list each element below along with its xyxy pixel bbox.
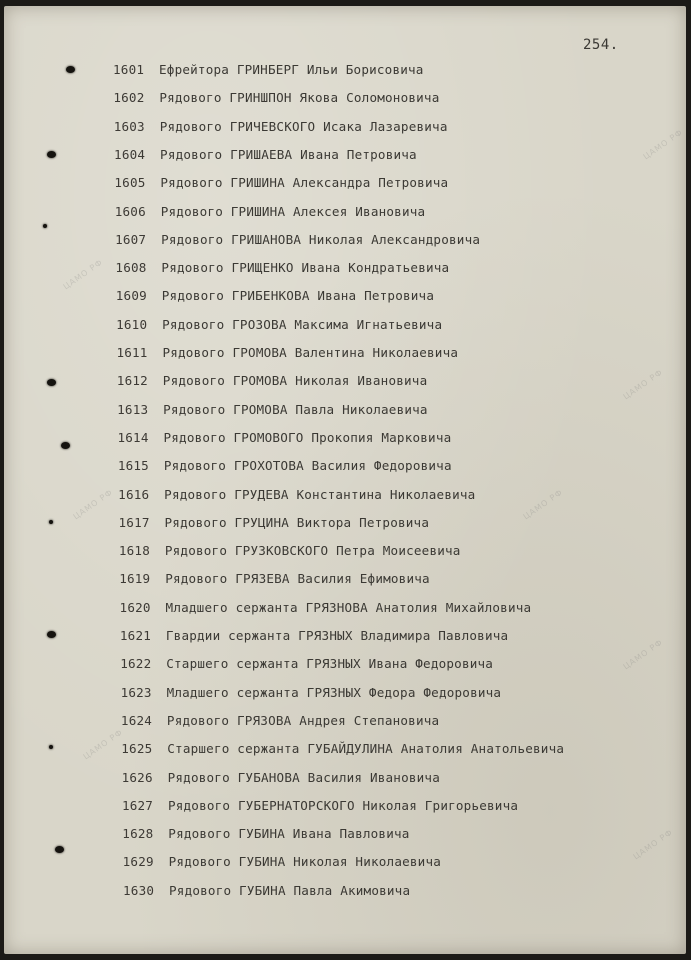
list-item [115, 260, 449, 275]
list-item [118, 458, 452, 473]
entry-number: 1623 [120, 684, 152, 700]
entry-number: 1607 [115, 231, 147, 247]
binding-hole [49, 520, 53, 524]
binding-hole [55, 846, 64, 853]
entry-text: Младшего сержанта ГРЯЗНЫХ Федора Федоровича [166, 684, 502, 700]
list-item [116, 345, 458, 360]
entry-text: Рядового ГРИБЕНКОВА Ивана Петровича [161, 288, 435, 304]
entry-number: 1630 [123, 882, 155, 898]
page-number: 254. [583, 37, 619, 53]
entry-text: Рядового ГРОЗОВА Максима Игнатьевича [162, 316, 443, 332]
entry-text: Рядового ГУБИНА Павла Акимовича [169, 882, 411, 898]
entry-text: Ефрейтора ГРИНБЕРГ Ильи Борисовича [159, 62, 424, 77]
list-item [120, 628, 508, 643]
entry-number: 1625 [121, 741, 153, 757]
entry-text: Рядового ГРИШАНОВА Николая Александровича [161, 231, 481, 247]
entry-number: 1617 [118, 514, 150, 530]
entry-text: Рядового ГУБИНА Ивана Павловича [168, 826, 410, 842]
list-item [113, 62, 424, 77]
list-item [113, 90, 439, 105]
entry-number: 1618 [118, 543, 150, 559]
list-item [117, 373, 428, 388]
list-item [119, 571, 430, 586]
entry-text: Рядового ГРЯЗЕВА Василия Ефимовича [165, 571, 430, 587]
entry-number: 1621 [119, 628, 152, 643]
entry-number: 1606 [114, 203, 146, 219]
list-item [115, 232, 480, 247]
entry-text: Младшего сержанта ГРЯЗНОВА Анатолия Михайловича [165, 599, 532, 615]
list-item [121, 741, 564, 756]
binding-hole [66, 66, 75, 73]
entry-number: 1610 [116, 316, 148, 332]
entry-number: 1611 [116, 345, 148, 360]
entry-number: 1626 [121, 769, 153, 785]
entry-text: Рядового ГРОМОВОГО Прокопия Марковича [163, 429, 452, 445]
entry-number: 1615 [117, 458, 149, 474]
entry-text: Рядового ГУБИНА Николая Николаевича [168, 854, 442, 870]
entry-number: 1624 [120, 712, 153, 728]
entry-text: Рядового ГРОХОТОВА Василия Федоровича [163, 458, 452, 474]
binding-hole [43, 224, 47, 228]
watermark: ЦАМО РФ [631, 827, 675, 862]
entry-text: Рядового ГРЯЗОВА Андрея Степановича [166, 712, 440, 728]
entry-number: 1612 [116, 373, 148, 389]
binding-hole [47, 151, 56, 158]
list-item [115, 204, 426, 219]
entry-number: 1622 [120, 656, 152, 672]
entry-text: Рядового ГРУДЕВА Константина Николаевича [164, 486, 476, 502]
list-item [121, 685, 502, 700]
entry-number: 1608 [115, 260, 147, 276]
watermark: ЦАМО РФ [641, 127, 685, 162]
entry-text: Рядового ГРИШИНА Александра Петровича [160, 175, 449, 191]
entry-number: 1605 [114, 175, 146, 191]
entry-number: 1620 [119, 599, 151, 615]
entry-text: Рядового ГРУЗКОВСКОГО Петра Моисеевича [164, 543, 461, 559]
watermark: ЦАМО РФ [71, 487, 115, 522]
binding-hole [47, 631, 56, 638]
entry-text: Рядового ГРИШИНА Алексея Ивановича [160, 203, 426, 219]
list-item [122, 770, 440, 785]
entry-text: Рядового ГРИЧЕВСКОГО Исака Лазаревича [159, 118, 448, 134]
entry-number: 1601 [113, 62, 145, 77]
entry-text: Рядового ГУБАНОВА Василия Ивановича [167, 769, 440, 785]
entry-number: 1603 [113, 118, 145, 134]
binding-hole [61, 442, 70, 449]
entry-text: Старшего сержанта ГУБАЙДУЛИНА Анатолия Анатольевича [167, 741, 565, 757]
list-item [122, 798, 518, 813]
watermark: ЦАМО РФ [621, 637, 665, 672]
list-item [118, 487, 475, 502]
entry-number: 1628 [122, 826, 154, 842]
list-item [116, 288, 434, 303]
entry-text: Рядового ГРИШАЕВА Ивана Петровича [160, 146, 417, 162]
list-item [117, 430, 451, 445]
list-item [121, 713, 439, 728]
entry-number: 1604 [114, 146, 146, 162]
entry-number: 1609 [115, 288, 147, 304]
entry-number: 1613 [117, 401, 149, 417]
list-item [119, 543, 461, 558]
entry-number: 1629 [122, 854, 154, 870]
list-item [123, 854, 441, 869]
list-item [119, 515, 430, 530]
list-item [120, 600, 532, 615]
entry-text: Рядового ГРИЩЕНКО Ивана Кондратьевича [161, 260, 450, 276]
list-item [116, 317, 442, 332]
entry-number: 1602 [113, 90, 145, 106]
entry-number: 1627 [121, 797, 154, 813]
list-item [120, 656, 493, 671]
list-item [117, 402, 428, 417]
list-item [122, 826, 409, 841]
entry-text: Рядового ГРУЦИНА Виктора Петровича [164, 514, 430, 530]
watermark: ЦАМО РФ [61, 257, 105, 292]
list-item [114, 175, 448, 190]
entry-text: Рядового ГРОМОВА Валентина Николаевича [162, 345, 459, 360]
binding-hole [47, 379, 56, 386]
entry-text: Рядового ГРОМОВА Павла Николаевича [163, 401, 428, 417]
entry-text: Рядового ГУБЕРНАТОРСКОГО Николая Григорьевича [167, 797, 519, 813]
entry-text: Рядового ГРОМОВА Николая Ивановича [162, 373, 428, 389]
watermark: ЦАМО РФ [521, 487, 565, 522]
entry-text: Гвардии сержанта ГРЯЗНЫХ Владимира Павловича [165, 628, 509, 643]
entry-text: Рядового ГРИНШПОН Якова Соломоновича [159, 90, 440, 106]
list-item [114, 147, 417, 162]
entry-number: 1619 [119, 571, 151, 587]
entry-number: 1614 [117, 429, 149, 445]
entry-text: Старшего сержанта ГРЯЗНЫХ Ивана Федоровича [166, 656, 494, 672]
list-item [114, 119, 448, 134]
watermark: ЦАМО РФ [621, 367, 665, 402]
entry-number: 1616 [118, 486, 150, 502]
watermark: ЦАМО РФ [81, 727, 125, 762]
list-item [123, 883, 410, 898]
binding-hole [49, 745, 53, 749]
